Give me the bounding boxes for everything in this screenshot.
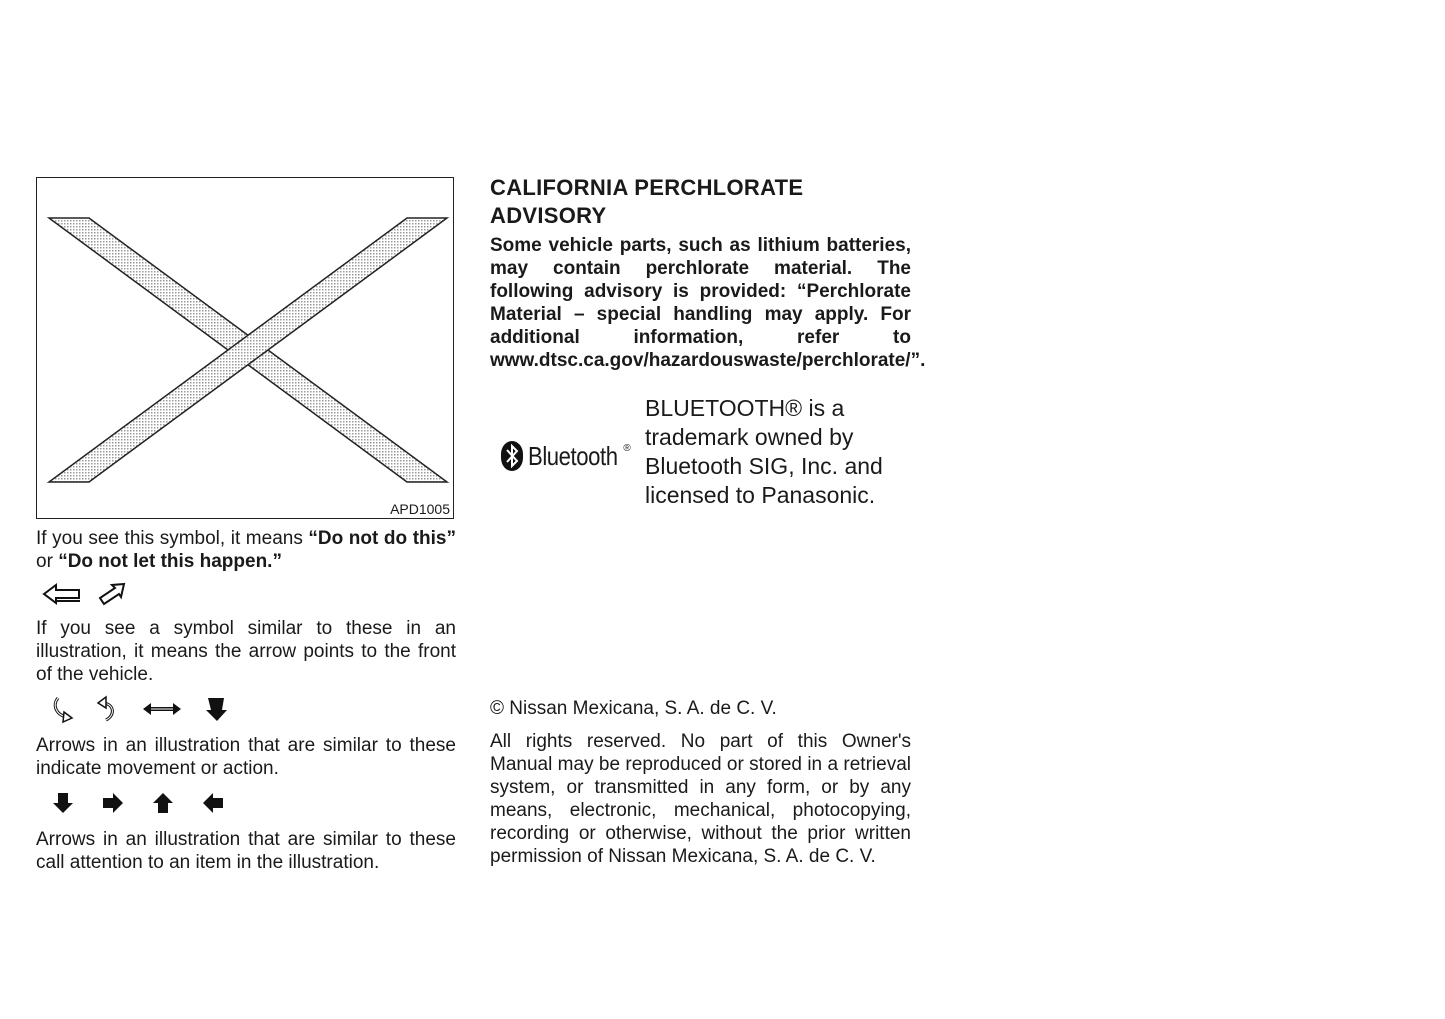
attention-arrow-icons: [36, 786, 456, 820]
solid-arrow-down-icon: [52, 792, 74, 814]
perchlorate-title: CALIFORNIA PERCHLORATE ADVISORY: [490, 175, 804, 228]
copyright-owner: © Nissan Mexicana, S. A. de C. V.: [490, 698, 777, 719]
bluetooth-registered-mark: ®: [623, 442, 631, 454]
double-headed-arrow-icon: [142, 698, 182, 720]
bluetooth-wordmark: Bluetooth: [528, 440, 618, 471]
bluetooth-section: [490, 394, 911, 544]
solid-arrow-up-icon: [152, 792, 174, 814]
bluetooth-logo: [500, 440, 631, 472]
front-arrow-icons: [36, 577, 456, 611]
attention-arrow-text: Arrows in an illustration that are similar to these call attention to an item in the illustration.: [36, 829, 456, 873]
figure-code: APD1005: [390, 501, 450, 517]
do-not-symbol-figure: [36, 177, 454, 519]
bluetooth-icon: [500, 440, 524, 472]
left-column: [36, 177, 456, 874]
outline-left-arrow-icon: [42, 581, 82, 607]
bluetooth-trademark-text: BLUETOOTH® is a trademark owned by Bluetooth SIG, Inc. and licensed to Panasonic.: [645, 395, 883, 508]
curved-arrow-right-icon: [96, 695, 120, 723]
symbol-meaning-text: If you see this symbol, it means “Do not do this” or “Do not let this happen.”: [36, 528, 456, 572]
do-not-x-icon: [37, 178, 455, 520]
perchlorate-advisory-text: Some vehicle parts, such as lithium batteries, may contain perchlorate material. The following advisory is provided: “Perchlorate Material – special handling may apply. For additional information, refer to www.dtsc.ca.gov/hazardouswaste/perchlorate/”.: [490, 235, 926, 371]
outline-diagonal-arrow-icon: [96, 581, 126, 607]
curved-arrow-left-icon: [50, 695, 74, 723]
front-arrow-text: If you see a symbol similar to these in an illustration, it means the arrow points to the front of the vehicle.: [36, 618, 456, 685]
movement-arrow-icons: [36, 692, 456, 726]
copyright-rights-text: All rights reserved. No part of this Owner's Manual may be reproduced or stored in a retrieval system, or transmitted in any form, or by any means, electronic, mechanical, photocopying, recording or otherwise, without the prior written permission of Nissan Mexicana, S. A. de C. V.: [490, 731, 911, 867]
right-column: [490, 174, 926, 544]
copyright-section: [490, 697, 911, 868]
solid-arrow-right-icon: [102, 792, 124, 814]
solid-arrow-left-icon: [202, 792, 224, 814]
bent-arrow-down-icon: [204, 696, 228, 722]
movement-arrow-text: Arrows in an illustration that are similar to these indicate movement or action.: [36, 735, 456, 779]
